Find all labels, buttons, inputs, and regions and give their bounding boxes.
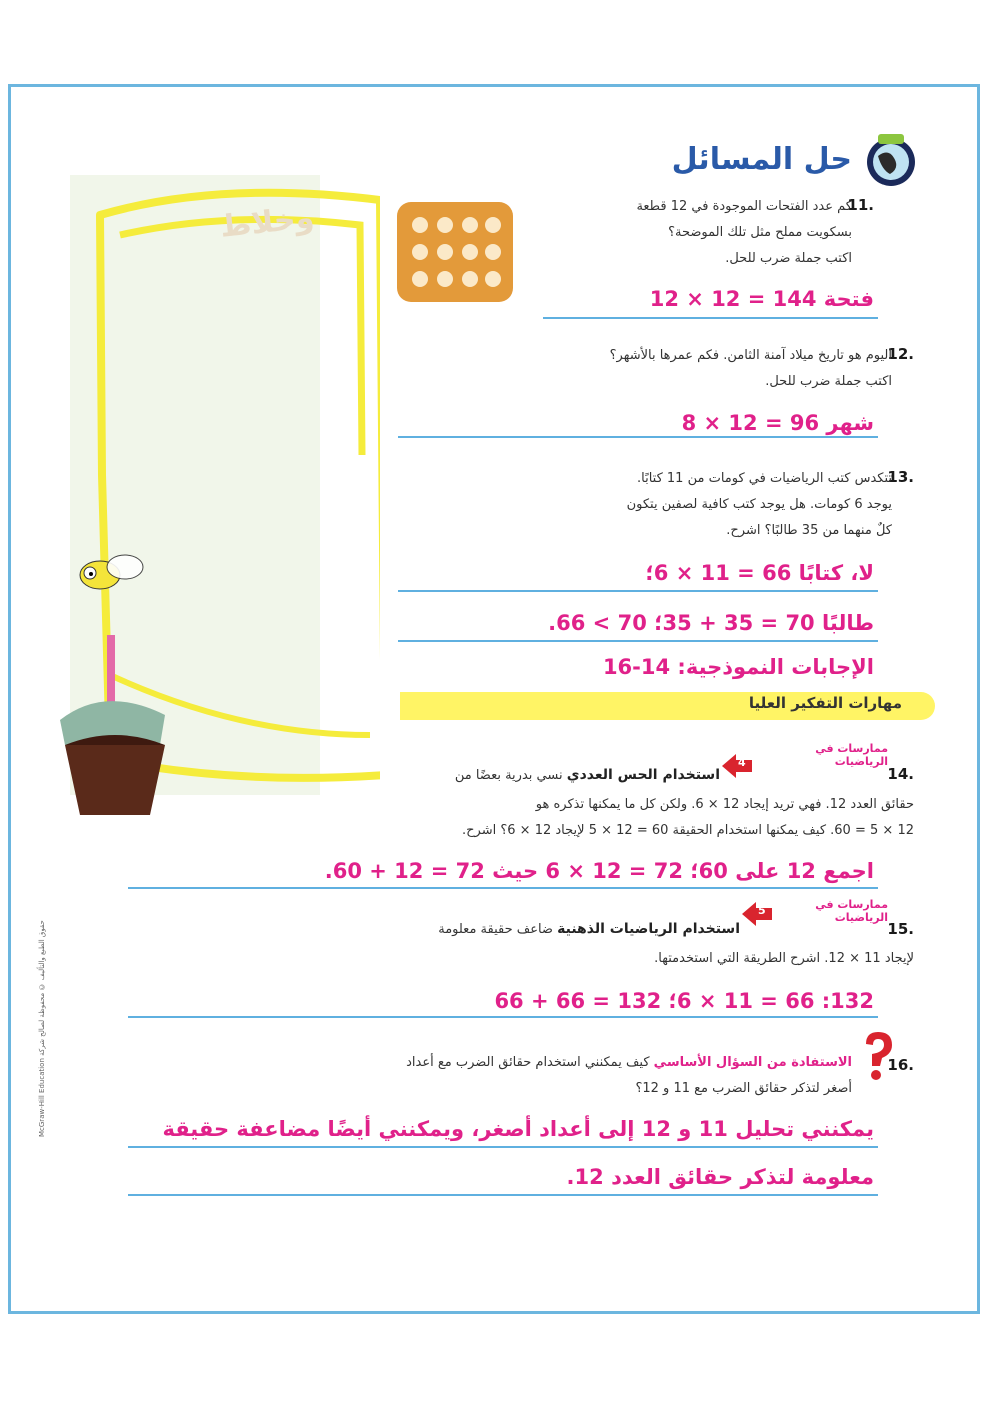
text-line: تتكدس كتب الرياضيات في كومات من 11 كتابًا. — [636, 471, 892, 486]
answer-line — [128, 887, 878, 889]
answer-line — [398, 640, 878, 642]
answer-16b: معلومة لتذكر حقائق العدد 12. — [566, 1165, 874, 1189]
problem-number: 14. — [887, 765, 914, 783]
answer-line — [398, 436, 878, 438]
practice-arrow-icon — [740, 900, 774, 928]
answer-line — [128, 1146, 878, 1148]
answer-line — [128, 1194, 878, 1196]
problem-intro: نسي بدرية بعضًا من — [454, 768, 563, 783]
practice-arrow-icon — [720, 752, 754, 780]
problem-number: 15. — [887, 920, 914, 938]
problem-12-text — [332, 343, 892, 395]
problem-13-text — [332, 466, 892, 544]
answer-line — [128, 1016, 878, 1018]
problem-number: 16. — [887, 1056, 914, 1074]
problem-intro: كيف يمكنني استخدام حقائق الضرب مع أعداد — [406, 1055, 650, 1070]
problem-heading: استخدام الحس العددي — [566, 767, 720, 783]
text-line: يوجد 6 كومات. هل يوجد كتب كافية لصفين يتكون — [626, 497, 892, 512]
problem-16-heading — [406, 1050, 852, 1076]
problem-14-heading — [455, 762, 720, 789]
answer-16a: يمكنني تحليل 11 و 12 إلى أعداد أصغر، ويمكنني أيضًا مضاعفة حقيقة — [162, 1117, 874, 1141]
text-line: اكتب جملة ضرب للحل. — [725, 251, 852, 266]
problem-number: 12. — [887, 345, 914, 363]
doodle-word: وخلاط — [218, 200, 316, 245]
problem-14-text — [164, 792, 914, 844]
answer-13b: طالبًا 70 = 35 + 35؛ 70 > 66. — [548, 611, 874, 635]
answer-line — [398, 590, 878, 592]
problem-15-text — [164, 946, 914, 972]
cupcake-bee-image — [45, 545, 185, 825]
problem-number: 13. — [887, 468, 914, 486]
problem-heading: الاستفادة من السؤال الأساسي — [653, 1055, 852, 1070]
text-line: اكتب جملة ضرب للحل. — [765, 374, 892, 389]
problem-intro: ضاعف حقيقة معلومة — [438, 922, 553, 937]
question-mark-icon — [858, 1030, 896, 1082]
copyright-note: حقوق الطبع والتأليف © محفوظة لصالح شركة McGraw-Hill Education — [38, 920, 46, 1137]
sample-answers-label: الإجابات النموذجية: 14-16 — [602, 655, 874, 679]
problem-number: 11. — [847, 196, 874, 214]
practice-badge-number: 4 — [738, 756, 746, 769]
problem-16-text — [202, 1076, 852, 1102]
problem-15-heading — [438, 916, 740, 943]
globe-icon — [860, 132, 922, 188]
answer-11: فتحة 144 = 12 × 12 — [649, 287, 874, 311]
page-title: حل المسائل — [671, 142, 852, 177]
text-line: اليوم هو تاريخ ميلاد آمنة الثامن. فكم عمرها بالأشهر؟ — [609, 348, 892, 363]
text-line: بسكويت مملح مثل تلك الموضحة؟ — [668, 225, 852, 240]
answer-13a: لا، كتابًا 66 = 11 × 6؛ — [645, 561, 874, 585]
answer-15: 132: 66 = 11 × 6؛ 132 = 66 + 66 — [494, 989, 874, 1013]
text-line: حقائق العدد 12. فهي تريد إيجاد 12 × 6. ولكن كل ما يمكنها تذكره هو — [535, 797, 914, 812]
answer-14: اجمع 12 على 60؛ 72 = 12 × 6 حيث 72 = 12 + 60. — [324, 859, 874, 883]
text-line: 12 × 5 = 60. كيف يمكنها استخدام الحقيقة 60 = 12 × 5 لإيجاد 12 × 6؟ اشرح. — [462, 823, 914, 838]
problem-heading: استخدام الرياضيات الذهنية — [557, 921, 740, 937]
text-line: كلٌ منهما من 35 طالبًا؟ اشرح. — [726, 523, 892, 538]
practice-label: ممارسات في الرياضيات — [815, 742, 888, 768]
section-title: مهارات التفكير العليا — [748, 694, 902, 712]
text-line: أصغر لتذكر حقائق الضرب مع 11 و 12؟ — [635, 1081, 852, 1096]
practice-label: ممارسات في الرياضيات — [815, 898, 888, 924]
text-line: لإيجاد 11 × 12. اشرح الطريقة التي استخدمتها. — [654, 951, 914, 966]
text-line: كم عدد الفتحات الموجودة في 12 قطعة — [636, 199, 852, 214]
problem-11-text — [432, 194, 852, 272]
answer-12: شهر 96 = 12 × 8 — [681, 411, 874, 435]
answer-line — [543, 317, 878, 319]
practice-badge-number: 5 — [758, 904, 766, 917]
